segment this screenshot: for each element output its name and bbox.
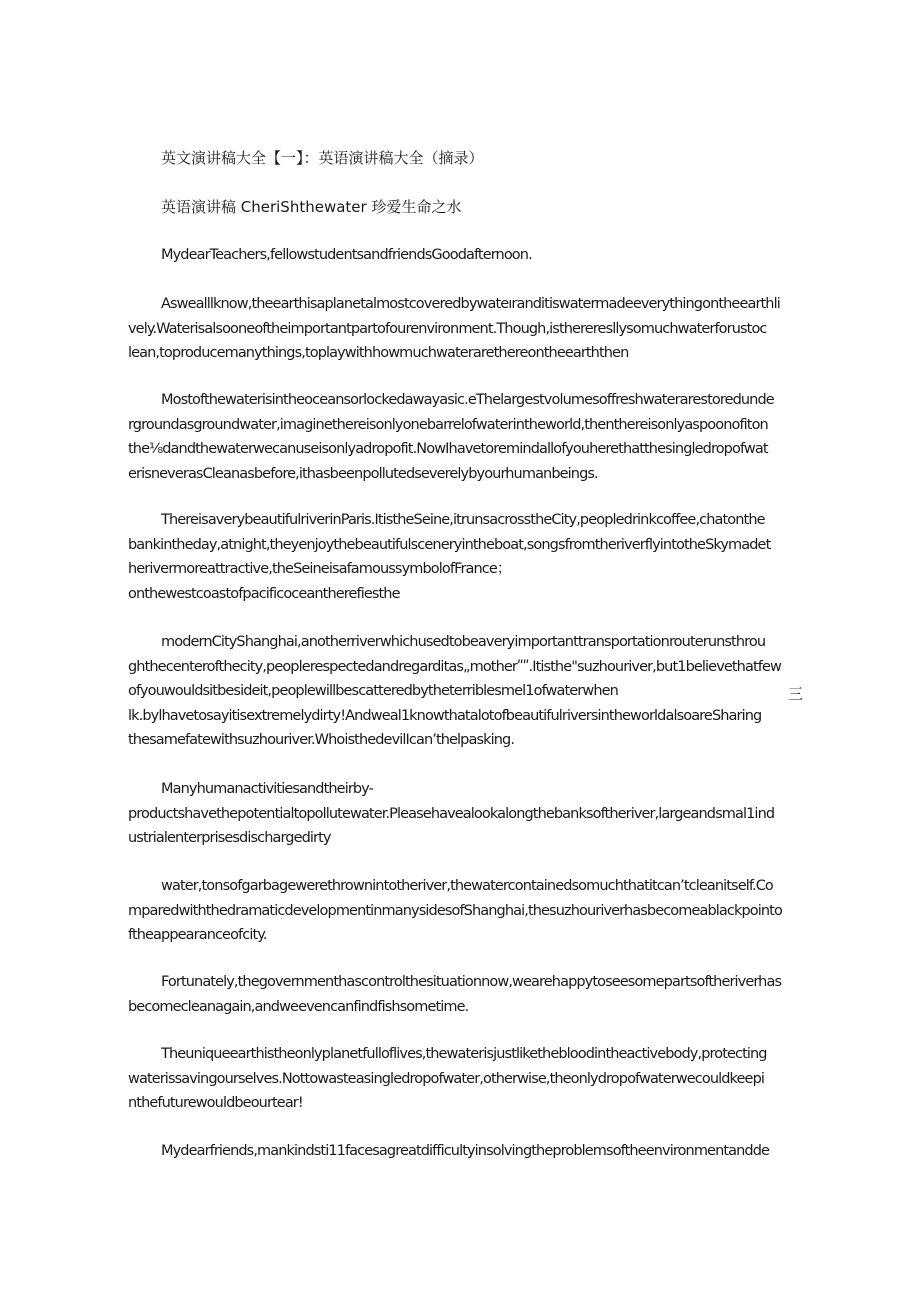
paragraph-line: ofyouwouldsitbesideit,peoplewillbescatteredbytheterriblesmel1ofwaterwhen	[128, 683, 618, 699]
paragraph-8	[128, 1042, 810, 1116]
paragraph-line: Mydearfriends,mankindsti11facesagreatdifficultyinsolvingtheproblemsoftheenvironmentandde	[161, 1143, 770, 1159]
paragraph-1	[128, 292, 810, 366]
paragraph-7	[128, 970, 810, 1019]
greeting-paragraph	[128, 243, 810, 268]
paragraph-2	[128, 388, 810, 486]
paragraph-line: ghthecenterofthecity,peoplerespectedandregarditas„motherʺʺ.Itisthe"suzhouriver,but1believethatfew	[128, 658, 781, 675]
paragraph-line: Manyhumanactivitiesandtheirby-	[161, 781, 373, 797]
paragraph-6	[128, 874, 810, 948]
paragraph-line: thesamefatewithsuzhouriver.WhoisthedevilIcan’thelpasking.	[128, 732, 515, 748]
paragraph-line: lean,toproducemanythings,toplaywithhowmuchwaterarethereontheearththen	[128, 345, 629, 361]
paragraph-line: onthewestcoastofpacificoceantherefiesthe	[128, 585, 400, 602]
paragraph-line: waterissavingourselves.Nottowasteasingledropofwater,otherwise,theonlydropofwaterwecouldkeepi	[128, 1070, 764, 1087]
paragraph-line: nthefuturewouldbeourtear!	[128, 1095, 303, 1111]
paragraph-line: Aswealllknow,theearthisaplanetalmostcoveredbywateıranditiswatermadeeverythingontheearthli	[161, 296, 780, 312]
paragraph-line: water,tonsofgarbagewerethrownintotheriver,thewatercontainedsomuchthatitcan’tcleanitself.Co	[161, 878, 773, 894]
paragraph-line: the⅛dandthewaterwecanuseisonlyadropofit.NowIhavetoremindallofyouherethatthesingledropofwat	[128, 441, 768, 457]
document-title	[128, 146, 810, 171]
paragraph-line: becomecleanagain,andweevencanfindfishsometime.	[128, 998, 469, 1015]
paragraph-line: Fortunately,thegovernmenthascontrolthesituationnow,wearehappytoseesomepartsoftheriverhas	[161, 974, 782, 990]
paragraph-9	[128, 1139, 810, 1164]
paragraph-4	[128, 630, 810, 753]
paragraph-line: mparedwiththedramaticdevelopmentinmanysidesofShanghai,thesuzhouriverhasbecomeablackpointo	[128, 902, 782, 919]
stray-character: 三	[788, 685, 804, 703]
paragraph-5	[128, 777, 810, 851]
paragraph-line: ustrialenterprisesdischargedirty	[128, 830, 331, 846]
paragraph-line: bankintheday,atnight,theyenjoythebeautifulsceneryintheboat,songsfromtheriverflyintotheSkymadet	[128, 536, 771, 553]
paragraph-3	[128, 508, 810, 606]
paragraph-line: rgroundasgroundwater,imaginethereisonlyonebarrelofwaterintheworld,thenthereisonlyaspoonofiton	[128, 416, 768, 433]
paragraph-line: Theuniqueearthistheonlyplanetfulloflives,thewaterisjustlikethebloodintheactivebody,protecting	[161, 1046, 767, 1062]
paragraph-line: lk.bylhavetosayitisextremelydirty!Andweal1knowthatalotofbeautifulriversintheworldalsoareSharing	[128, 707, 762, 724]
title-text: 英文演讲稿大全【一】：英语演讲稿大全（摘录）	[161, 149, 484, 167]
paragraph-line: productshavethepotentialtopollutewater.Pleasehavealookalongthebanksoftheriver,largeandsmal1ind	[128, 805, 775, 822]
paragraph-line: Mostofthewaterisintheoceansorlockedawayasic.eThelargestvolumesoffreshwaterarestoredunde	[161, 392, 774, 408]
paragraph-line: modernCityShanghai,anotherriverwhichusedtobeaveryimportanttransportationrouterunsthrou	[161, 634, 766, 650]
greeting-text: MydearTeachers,fellowstudentsandfriendsGoodafternoon.	[161, 247, 532, 263]
paragraph-line: vely.Waterisalsooneoftheimportantpartofourenvironment.Though,isthereresllysomuchwaterforustoc	[128, 320, 767, 337]
document-subtitle	[128, 195, 810, 220]
paragraph-line: ftheappearanceofcity.	[128, 927, 267, 943]
subtitle-text: 英语演讲稿 CheriShthewater 珍爱生命之水	[161, 198, 462, 216]
paragraph-line: erisneverasCleanasbefore,ithasbeenpollutedseverelybyourhumanbeings.	[128, 465, 598, 482]
paragraph-line: herivermoreattractive,theSeineisafamoussymbolofFrance；	[128, 561, 511, 577]
paragraph-line: ThereisaverybeautifulriverinParis.ItistheSeine,itrunsacrosstheCity,peopledrinkcoffee,chatonthe	[161, 512, 765, 528]
